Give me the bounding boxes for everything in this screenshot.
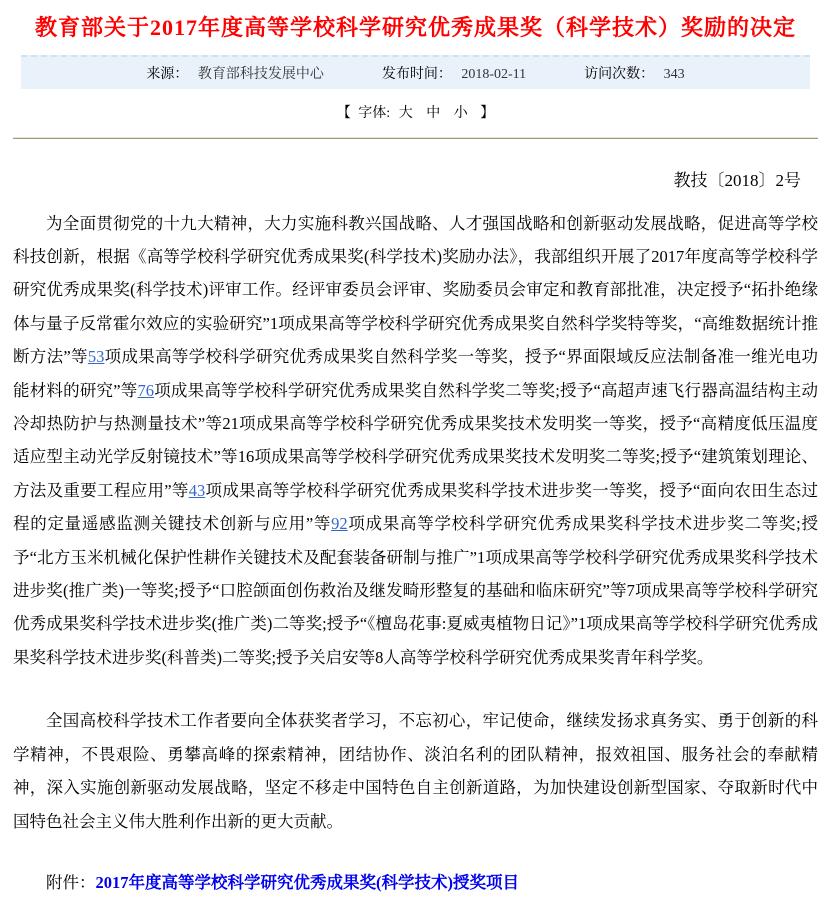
meta-bar (21, 55, 810, 89)
paragraph-text: 为全面贯彻党的十九大精神，大力实施科教兴国战略、人才强国战略和创新驱动发展战略，促进高等学校科技创新，根据《高等学校科学研究优秀成果奖(科学技术)奖励办法》，我部组织开展了2017年度高等学校科学研究优秀成果奖(科学技术)评审工作。经评审委员会评审、奖励委员会审定和教育部批准，决定授予“拓扑绝缘体与量子反常霍尔效应的实验研究”1项成果高等学校科学研究优秀成果奖自然科学奖特等奖，“高维数据统计推断方法”等 (13, 213, 818, 367)
article-body (13, 207, 818, 838)
publish-time-value: 2018-02-11 (461, 66, 527, 82)
meta-source (146, 63, 324, 83)
paragraph-text: 项成果高等学校科学研究优秀成果奖科学技术进步奖二等奖;授予“北方玉米机械化保护性耕作关键技术及配套装备研制与推广”1项成果高等学校科学研究优秀成果奖科学技术进步奖(推广类)一等奖;授予“口腔颌面创伤救治及继发畸形整复的基础和临床研究”等7项成果高等学校科学研究优秀成果奖科学技术进步奖(推广类)二等奖;授予“《檀岛花事:夏威夷植物日记》”1项成果高等学校科学研究优秀成果奖科学技术进步奖(科普类)二等奖;授予关启安等8人高等学校科学研究优秀成果奖青年科学奖。 (13, 514, 818, 667)
font-size-large-button[interactable]: 大 (398, 105, 413, 121)
source-label: 来源： (146, 66, 189, 82)
source-value: 教育部科技发展中心 (197, 66, 324, 82)
font-size-small-button[interactable]: 小 (453, 105, 468, 121)
attachment-label: 附件： (46, 872, 96, 892)
attachment-row (13, 868, 818, 898)
paragraph-text: 项成果高等学校科学研究优秀成果奖自然科学奖一等奖，授予“界面限域反应法制备准一维光电功能材料的研究”等 (13, 347, 818, 400)
notice-page (0, 14, 831, 898)
header-divider (13, 137, 818, 139)
award-count-link[interactable]: 76 (137, 380, 154, 400)
visit-count-label: 访问次数： (584, 66, 655, 82)
paragraph-award-decision (13, 207, 818, 675)
font-size-selector (0, 102, 831, 122)
award-count-link[interactable]: 92 (331, 514, 348, 534)
font-selector-close-bracket: 】 (480, 105, 495, 121)
paragraph-text: 项成果高等学校科学研究优秀成果奖自然科学奖二等奖;授予“高超声速飞行器高温结构主动冷却热防护与热测量技术”等21项成果高等学校科学研究优秀成果奖技术发明奖一等奖，授予“高精度低压温度适应型主动光学反射镜技术”等16项成果高等学校科学研究优秀成果奖技术发明奖二等奖;授予“建筑策划理论、方法及重要工程应用”等 (13, 380, 818, 500)
page-title: 教育部关于2017年度高等学校科学研究优秀成果奖（科学技术）奖励的决定 (34, 15, 796, 40)
meta-visit-count (584, 63, 685, 83)
font-selector-open-bracket: 【 (336, 105, 351, 121)
paragraph-call-to-action: 全国高校科学技术工作者要向全体获奖者学习，不忘初心，牢记使命，继续发扬求真务实、勇于创新的科学精神，不畏艰险、勇攀高峰的探索精神，团结协作、淡泊名利的团队精神，报效祖国、服务社会的奉献精神，深入实施创新驱动发展战略，坚定不移走中国特色自主创新道路，为加快建设创新型国家、夺取新时代中国特色社会主义伟大胜利作出新的更大贡献。 (13, 711, 818, 831)
document-number: 教技〔2018〕2号 (673, 170, 801, 190)
award-count-link[interactable]: 43 (188, 480, 206, 500)
attachment-link[interactable]: 2017年度高等学校科学研究优秀成果奖(科学技术)授奖项目 (95, 872, 519, 892)
font-size-medium-button[interactable]: 中 (426, 105, 441, 121)
visit-count-value: 343 (663, 66, 685, 82)
paragraph-text: 项成果高等学校科学研究优秀成果奖科学技术进步奖一等奖，授予“面向农田生态过程的定量遥感监测关键技术创新与应用”等 (13, 480, 818, 534)
meta-publish-time (382, 63, 526, 83)
font-selector-label: 字体: (358, 105, 391, 121)
publish-time-label: 发布时间： (381, 66, 452, 82)
award-count-link[interactable]: 53 (87, 347, 105, 367)
